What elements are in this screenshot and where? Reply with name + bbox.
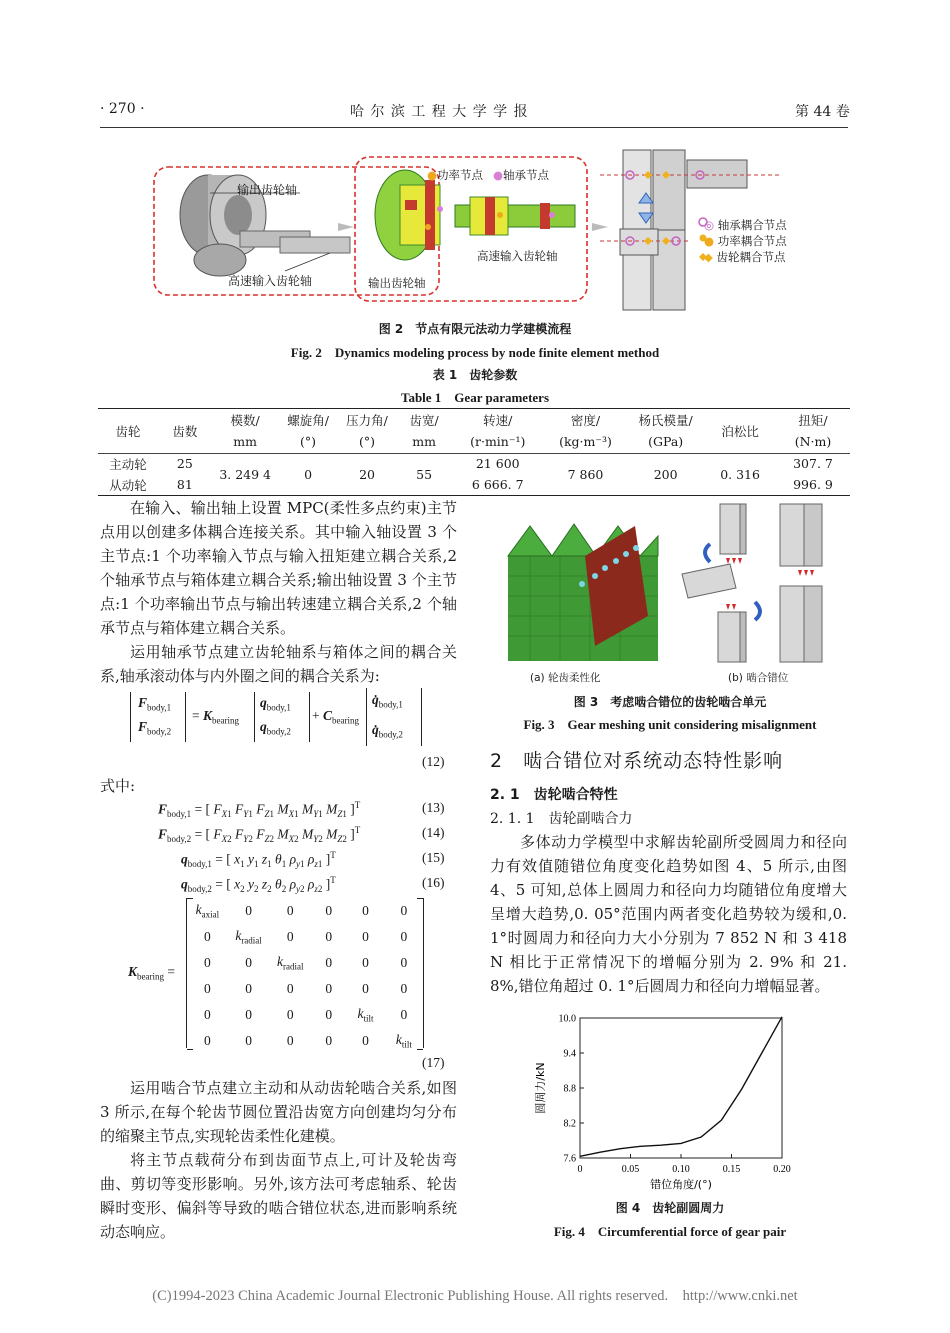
equation-15: $q_{body,1}$ = [ $x_1$ $y_1$ $z_1$ $\theta_1$ $\rho_{y1}$ $\rho_{z1}$ ]$^T$ <box>181 850 336 870</box>
fig2-caption-en: Fig. 2 Dynamics modeling process by node finite element method <box>290 345 660 360</box>
legend-bearing-icon: ◎ <box>704 218 715 232</box>
th-density: 密度/ <box>570 413 601 428</box>
y-axis-label: 圆周力/kN <box>534 1062 547 1114</box>
table1-caption-en: Table 1 Gear parameters <box>400 390 550 405</box>
footer-copyright: (C)1994-2023 China Academic Journal Electronic Publishing House. All rights reserved. <box>152 1288 669 1304</box>
left-column <box>100 496 457 688</box>
paragraph-mesh: 运用啮合节点建立主动和从动齿轮啮合关系,如图 3 所示,在每个轮齿节圆位置沿齿宽方向创建均匀分布的缩聚主节点,实现轮齿柔性化建模。 <box>100 1079 457 1145</box>
cell-torque: 307. 7 <box>793 456 833 472</box>
th-module-unit: mm <box>233 434 258 450</box>
section-2-1-1-title: 2. 1. 1 齿轮副啮合力 <box>490 811 633 827</box>
th-torque: 扭矩/ <box>798 413 828 428</box>
equation-number-17: (17) <box>422 1055 445 1070</box>
th-helix: 螺旋角/ <box>287 413 329 428</box>
fig3-caption-cn: 图 3 考虑啮合错位的齿轮啮合单元 <box>573 695 767 709</box>
series-line <box>580 1017 782 1157</box>
fig4-caption-en: Fig. 4 Circumferential force of gear pair <box>553 1224 787 1239</box>
th-speed-unit: (r·min⁻¹) <box>470 434 526 450</box>
equation-number-14: (14) <box>422 825 445 840</box>
power-node-dot-icon: ● <box>427 168 438 182</box>
fig2-caption-cn: 图 2 节点有限元法动力学建模流程 <box>378 322 572 336</box>
plot-frame <box>580 1018 782 1158</box>
label-input-shaft: 高速输入齿轮轴 <box>228 274 313 288</box>
cell-torque: 996. 9 <box>793 477 833 492</box>
th-pressure-unit: (°) <box>359 434 376 450</box>
figure-4-chart <box>530 1012 800 1192</box>
cell-width: 55 <box>416 466 433 482</box>
x-tick-label: 0.15 <box>722 1164 741 1175</box>
th-module: 模数/ <box>230 413 260 428</box>
equation-number-13: (13) <box>422 800 445 815</box>
equation-12: $F_{body,1}$ $F_{body,2}$ = $K_{bearing}$ $q_{body,1}$ $q_{body,2}$ + $C_{bearing}$ $q̇_{body,1}$ $q̇_{body,2}$ <box>130 692 430 744</box>
th-teeth: 齿数 <box>172 423 198 439</box>
x-tick-label: 0.05 <box>621 1164 640 1175</box>
th-modulus: 杨氏模量/ <box>638 413 693 428</box>
table-1 <box>98 408 850 496</box>
footer <box>0 1288 950 1305</box>
misalignment-schematic-icon <box>682 504 822 662</box>
journal-title: 哈 尔 滨 工 程 大 学 学 报 <box>350 104 529 120</box>
equation-14: $F_{body,2}$ = [ $F_{X2}$ $F_{Y2}$ $F_{Z2}$ $M_{X2}$ $M_{Y2}$ $M_{Z2}$ ]$^T$ <box>158 825 361 845</box>
section-2-title: 2 啮合错位对系统动态特性影响 <box>490 750 784 772</box>
label-input-shaft-2: 高速输入齿轮轴 <box>477 249 558 263</box>
fig3-sub-b: (b) 啮合错位 <box>728 672 789 684</box>
page-number: · 270 · <box>100 101 145 117</box>
label-power-node: ●功率节点 <box>427 168 484 182</box>
th-gear: 齿轮 <box>115 423 141 439</box>
cell-pressure: 20 <box>359 466 375 482</box>
fig2-legend: ◎ 轴承耦合节点 ● 功率耦合节点 ◆ 齿轮耦合节点 <box>704 218 787 264</box>
x-tick-label: 0.20 <box>773 1164 791 1175</box>
left-column-lower <box>100 1076 457 1244</box>
gear-tooth-mesh-icon <box>508 524 658 661</box>
equation-number-16: (16) <box>422 875 445 890</box>
table1-caption-cn: 表 1 齿轮参数 <box>432 368 518 382</box>
equation-number-12: (12) <box>422 754 445 769</box>
paragraph-bearing: 运用轴承节点建立齿轮轴系与箱体之间的耦合关系,轴承滚动体与内外圈之间的耦合关系为: <box>100 643 457 685</box>
y-tick-label: 8.2 <box>563 1118 576 1130</box>
paragraph-force: 多体动力学模型中求解齿轮副所受圆周力和径向力有效值随错位角度变化趋势如图 4、5 所示,由图 4、5 可知,总体上圆周力和径向力均随错位角度增大呈增大趋势,0. 05°范围内两者变化趋势较为缓和,0. 1°时圆周力和径向力大小分别为 7 852 N 和 3 418 N 相比于正常情况下的增幅分别为 2. 9% 和 21. 8%,错位角超过 0. 1°后圆周力和径向力增幅显著。 <box>490 833 847 995</box>
cell-gear: 从动轮 <box>109 477 147 493</box>
legend-power-icon: ● <box>704 234 715 248</box>
cell-module: 3. 249 4 <box>219 466 271 482</box>
k-bearing-matrix: $k_{axial}$ 0 0 0 0 0 0 $k_{radial}$ 0 0 0 0 0 0 $k_{radial}$ 0 0 0 0 0 0 0 0 0 0 0 0 0 $k_{tilt}$ 0 0 0 0 0 0 $k_{tilt}$ <box>186 898 424 1048</box>
paragraph-load: 将主节点载荷分布到齿面节点上,可计及轮齿弯曲、剪切等变形影响。另外,该方法可考虑轴系、轮齿瞬时变形、偏斜等导致的啮合错位状态,进而影响系统动态响应。 <box>100 1151 457 1241</box>
equation-number-15: (15) <box>422 850 445 865</box>
bearing-node-dot-icon: ● <box>493 168 504 182</box>
header-rule <box>100 127 848 128</box>
th-torque-unit: (N·m) <box>794 434 832 450</box>
label-output-shaft: 输出齿轮轴 <box>237 183 298 197</box>
k-bearing-label: $K_{bearing}$ = <box>128 964 176 982</box>
th-modulus-unit: (GPa) <box>648 434 684 450</box>
th-width: 齿宽/ <box>409 413 439 428</box>
where-label: 式中: <box>100 777 136 795</box>
fig3-sub-a: (a) 轮齿柔性化 <box>530 672 601 684</box>
chart-svg <box>530 1012 800 1192</box>
cell-modulus: 200 <box>653 466 678 482</box>
cell-poisson: 0. 316 <box>720 466 760 482</box>
figure-3-illustration <box>500 496 850 686</box>
x-tick-label: 0.10 <box>672 1164 690 1175</box>
legend-gear-icon: ◆ <box>704 250 713 264</box>
label-output-shaft-2: 输出齿轮轴 <box>368 276 426 290</box>
right-column-text <box>490 830 847 998</box>
table-header-row-top <box>98 409 850 431</box>
fig3-caption-en: Fig. 3 Gear meshing unit considering misalignment <box>523 717 817 732</box>
table-row <box>98 453 850 474</box>
th-width-unit: mm <box>412 434 436 450</box>
paragraph-mpc: 在输入、输出轴上设置 MPC(柔性多点约束)主节点用以创建多体耦合连接关系。其中输入轴设置 3 个主节点:1 个功率输入节点与输入扭矩建立耦合关系,2 个轴承节点与箱体建立耦合关系;输出轴设置 3 个主节点:1 个功率输出节点与输出转速建立耦合关系,2 个轴承节点与箱体建立耦合关系。 <box>100 499 457 637</box>
section-2-1-title: 2. 1 齿轮啮合特性 <box>490 787 618 803</box>
cell-gear: 主动轮 <box>109 456 147 472</box>
figure-2 <box>100 145 850 320</box>
label-bearing-node: ●轴承节点 <box>493 168 550 182</box>
x-axis-label: 错位角度/(°) <box>650 1178 712 1191</box>
th-density-unit: (kg·m⁻³) <box>559 434 612 450</box>
equation-16: $q_{body,2}$ = [ $x_2$ $y_2$ $z_2$ $\theta_2$ $\rho_{y2}$ $\rho_{z2}$ ]$^T$ <box>181 875 336 895</box>
cell-helix: 0 <box>304 466 313 482</box>
cell-teeth: 81 <box>176 477 193 492</box>
fig4-caption-cn: 图 4 齿轮副圆周力 <box>615 1201 725 1215</box>
y-tick-label: 7.6 <box>563 1153 576 1165</box>
y-tick-label: 10.0 <box>558 1013 576 1025</box>
th-pressure: 压力角/ <box>346 413 388 428</box>
figure-3 <box>500 496 850 686</box>
cell-density: 7 860 <box>567 466 604 482</box>
footer-url[interactable]: http://www.cnki.net <box>682 1288 798 1304</box>
y-tick-label: 9.4 <box>563 1048 576 1060</box>
cell-speed: 6 666. 7 <box>471 477 524 492</box>
th-poisson: 泊松比 <box>721 423 759 439</box>
equation-13: $F_{body,1}$ = [ $F_{X1}$ $F_{Y1}$ $F_{Z1}$ $M_{X1}$ $M_{Y1}$ $M_{Z1}$ ]$^T$ <box>158 800 361 820</box>
fe-mesh-model-icon <box>375 170 575 260</box>
th-speed: 转速/ <box>483 413 513 428</box>
th-helix-unit: (°) <box>300 434 317 450</box>
y-tick-label: 8.8 <box>563 1083 576 1095</box>
cell-teeth: 25 <box>176 456 193 472</box>
cell-speed: 21 600 <box>475 456 520 472</box>
volume: 第 44 卷 <box>795 104 850 120</box>
x-tick-label: 0 <box>577 1164 583 1175</box>
